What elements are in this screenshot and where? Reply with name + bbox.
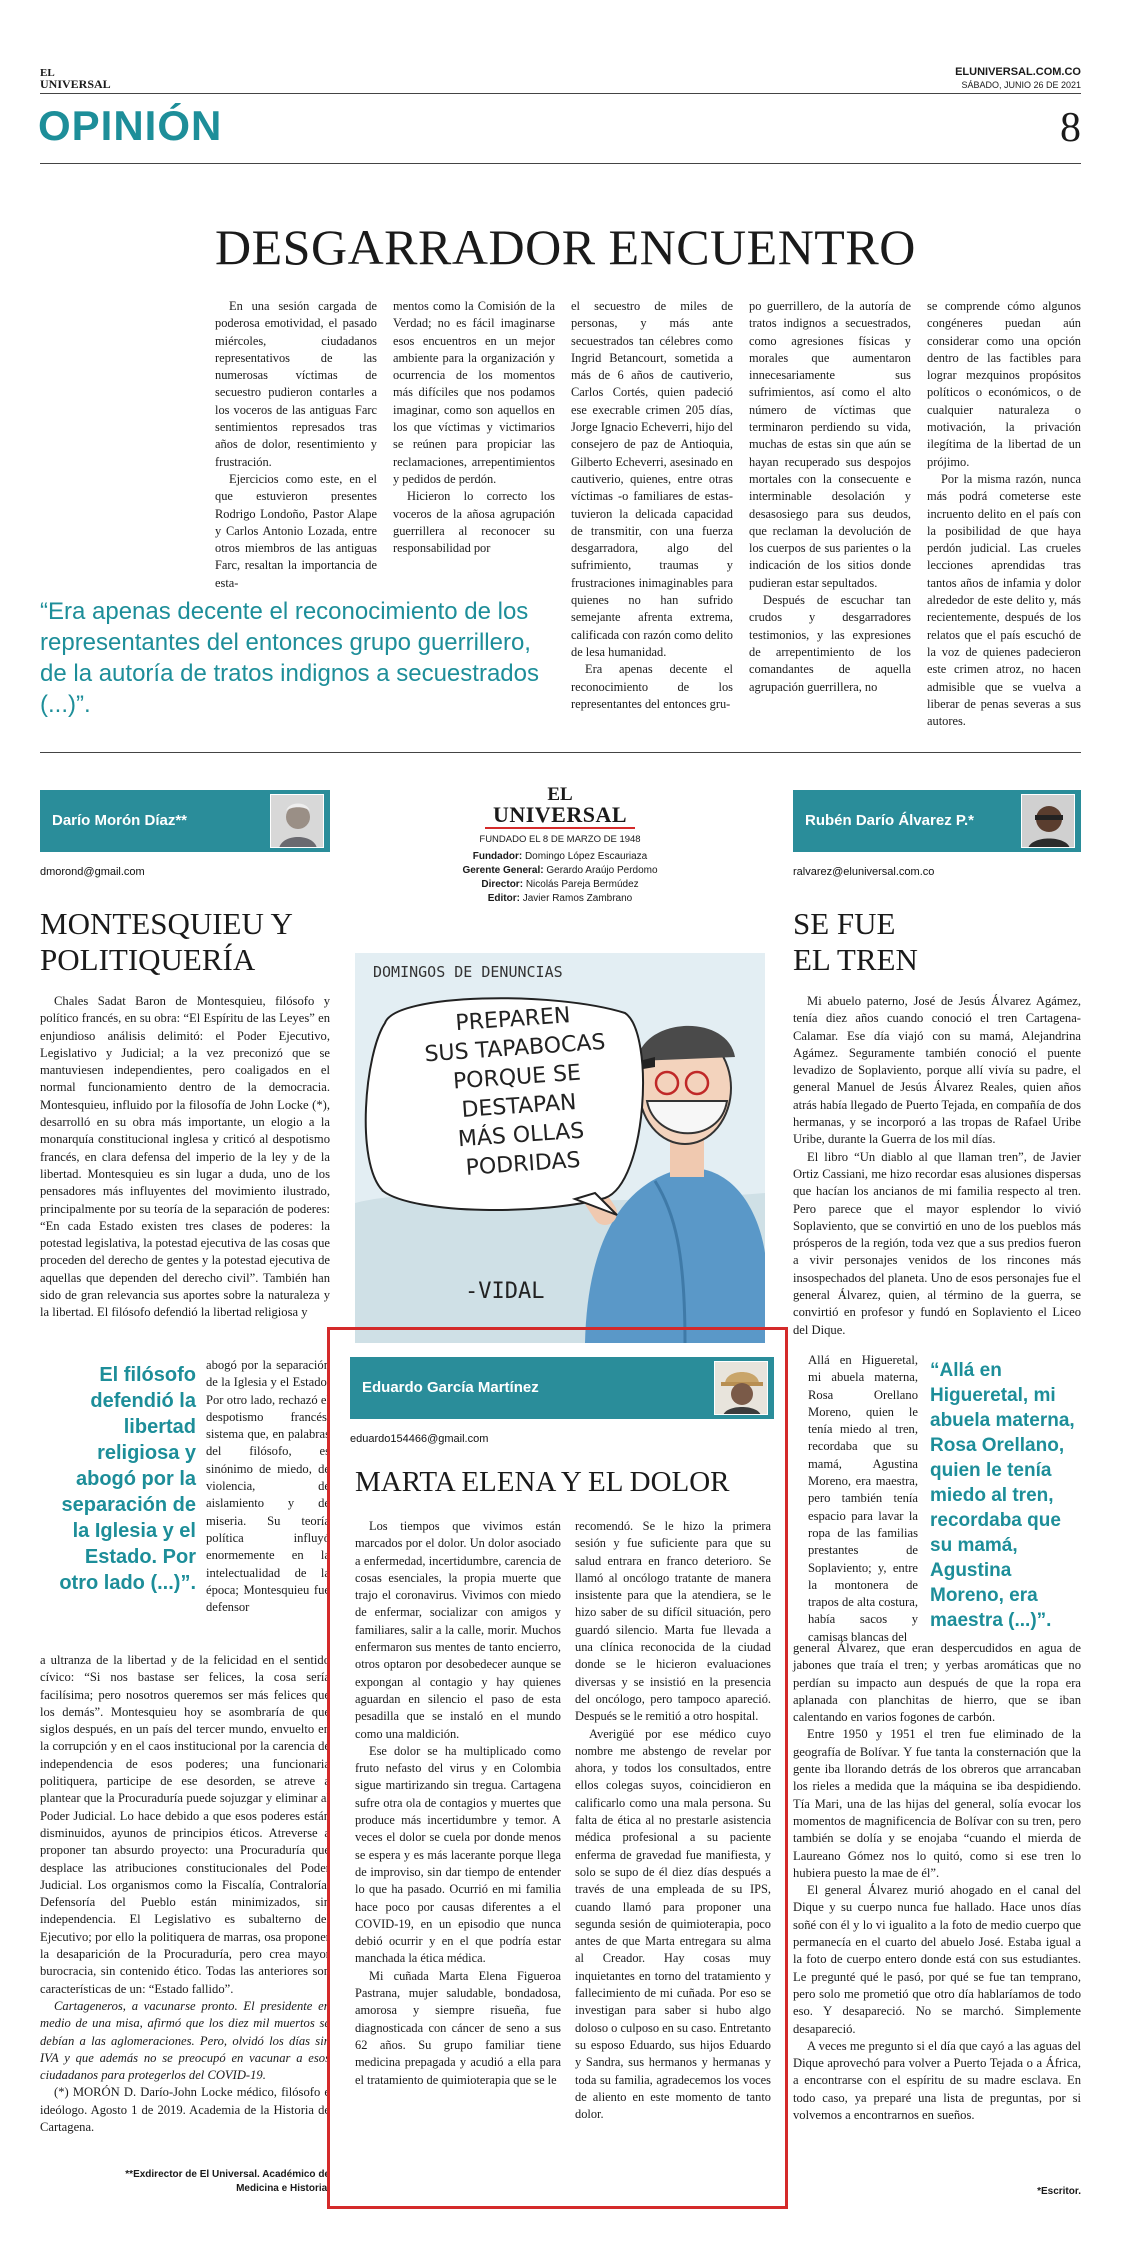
editorial-col-4: po guerrillero, de la autoría de tratos indignos a secuestrados, como agresiones físicas y morales que aumentaron innecesariamente sus sufrimientos, así como el alto número de víctimas que terminaron perdiendo su vida, muchas de estas sin que aún se hayan recuperado sus despojos mortales con la consecuente e interminable desolación y desasosiego para sus deudos, que reclaman la devolución de los cuerpos de sus parientes o la indicación de los sitios donde pudieran estar sepultados. Después de escuchar tan crudos y desgarradores testimonios, y las expresiones de arrepentimiento de los comandantes de aquella agrupación guerrillera, no bbox=[749, 299, 911, 694]
left-author-name: Darío Morón Díaz** bbox=[52, 812, 188, 829]
center-author-name: Eduardo García Martínez bbox=[362, 1379, 539, 1396]
header-date: SÁBADO, JUNIO 26 DE 2021 bbox=[961, 80, 1081, 90]
masthead bbox=[355, 785, 765, 906]
editorial-col-2: mentos como la Comisión de la Verdad; no es fácil imaginarse esos encuentros en un mejor ambiente para la organización y ocurrencia de los momentos más difíciles que nos podamos imaginar, como son aquellos en los que víctimas y victimarios se reúnen para propiciar las reclamaciones, arrepentimientos y pedidos de perdón. Hicieron lo correcto los voceros de la añosa agrupación guerrillera al reconocer su responsabilidad por bbox=[393, 299, 555, 556]
left-pull-quote: El filósofo defendió la libertad religiosa y abogó por la separación de la Iglesia y el Estado. Por otro lado (...)”. bbox=[59, 1364, 196, 1594]
center-author-header bbox=[350, 1357, 774, 1419]
center-col-2: recomendó. Se le hizo la primera sesión y fue suficiente para que su salud entrara en franco deterioro. Se llamó al oncólogo tratante de manera insistente para que la atendiera, se le hizo saber de su difícil situación, pero guardó silencio. Marta fue llevada a una clínica reconocida de la ciudad donde se le hicieron evaluaciones diversas y se insistió en la presencia del oncólogo, pero tampoco apareció. Después se le remitió a otro hospital. Averigüé por ese médico cuyo nombre me abstengo de revelar por ahora, y todos los consultados, entre ellos colegas suyos, coincidieron en calificarlo como una mala persona. Su falta de ética al no prestarle asistencia médica profesional a su paciente enferma de gravedad fue manifiesta, y solo se supo de él diez días después a través de una empleada de su IPS, cuando llamó para proponer una segunda sesión de quimioterapia, poco antes de que Marta entregara su alma al Creador. Hay cosas muy inquietantes en torno del tratamiento y fallecimiento de mi cuñada. Por eso se investigan para saber si hubo algo doloso o culposo en su caso. Entretanto su esposo Eduardo, sus hijos Eduardo y Sandra, sus hermanos y hermanas y toda su familia, agradecemos los voces de aliento en este momento de tanto dolor. bbox=[575, 1519, 771, 2122]
masthead-rule bbox=[485, 827, 635, 829]
left-body-bottom: a ultranza de la libertad y de la felicidad en el sentido cívico: “Si nos bastase ser felices, la cosa sería facilísima; pero nosotros queremos ser más felices que los demás”. Montesquieu hoy se asombraría de que siglos después, en un país del tercer mundo, envuelto en la corrupción y en el caos institucional por la carencia de independencia de esos poderes; una funcionaria politiquera, participe de ese desorden, se atreve a plantear que la Procuraduría puede sojuzgar y eliminar al Poder Judicial. Lo hace debido a que esos poderes están disminuidos, ayunos de principios éticos. Atreverse a proponer tan absurdo proyecto: una Procuraduría que desplace las atribuciones constitucionales del Poder Judicial. Los organismos como la Fiscalía, Contraloría, Defensoría del Pueblo están minimizados, sin independencia. El Legislativo es subalterno del Ejecutivo; por ello la politiquera de marras, osa proponer la desaparición de la Procuraduría, pero crea mayor burocracia, sin contenido ético. Todas las anteriores son características de un: “Estado fallido”. Cartageneros, a vacunarse pronto. El presidente en medio de una misa, afirmó que los diez mil muertos se debían a las aglomeraciones. Pero, olvidó los días sin IVA y que además no se preocupó en vacunar a esos ciudadanos para protegerlos del COVID-19. (*) MORÓN D. Darío-John Locke médico, filósofo e ideólogo. Agosto 1 de 2019. Academia de la Historia de Cartagena. bbox=[40, 1653, 330, 2135]
masthead-founded: FUNDADO EL 8 DE MARZO DE 1948 bbox=[479, 834, 641, 845]
editorial-pull-quote: “Era apenas decente el reconocimiento de los representantes del entonces grupo guerrillero, de la autoría de tratos indignos a secuestrados (...)”. bbox=[40, 598, 539, 718]
editorial-col-3: el secuestro de miles de personas, y más ante secuestrados tan célebres como Ingrid Betancourt, sometida a más de 6 años de cautiverio, Carlos Cortés, quien padeció ese execrable crimen 205 días, Jorge Ignacio Echeverri, hijo del consejero de paz de Antioquia, Gilberto Echeverri, asesinado en cautiverio, quienes, entre otras víctimas -o familiares de estas- tuvieron la delicada capacidad de transmitir, con una fuerza desgarradora, algo del sufrimiento, traumas y frustraciones inimaginables para quienes no han sufrido semejante afrenta extrema, calificada con razón como delito de lesa humanidad. Era apenas decente el reconocimiento de los representantes del entonces gru- bbox=[571, 299, 733, 711]
center-col-1: Los tiempos que vivimos están marcados por el dolor. Un dolor asociado a enfermedad, incertidumbre, carencia de cosas esenciales, la propia muerte que trajo el coronavirus. Vivimos con miedo de enfermar, socializar con amigos y familiares, salir a la calle, morir. Muchos enfermaron sus mentes de tanto encierro, otros optaron por desobedecer aunque se expongan al contagio y hay quienes aguardan en silencio el paso de esta pesadilla que se instaló en el mundo como una maldición. Ese dolor se ha multiplicado como fruto nefasto del virus y en Colombia sigue martirizando sin tregua. Cartagena sufre otra ola de contagios y muertes que produce más incertidumbre y temor. A veces el dolor se cuela por donde menos se espera y es más lacerante porque llega de improviso, sin dar tiempo de entender lo que ha pasado. Ocurrió en mi familia hace poco por causas diferentes a el COVID-19, en un episodio que nunca debió ocurrir y en el que podría estar manchada la ética médica. Mi cuñada Marta Elena Figueroa Pastrana, mujer saludable, bondadosa, amorosa y siempre risueña, fue diagnosticada con cáncer de seno a sus 62 años. Su grupo familiar tiene medicina prepagada y acudió a ella para el tratamiento de quimioterapia que se le bbox=[355, 1519, 561, 2087]
right-body-bottom: general Álvarez, que eran despercudidos en agua de jabones que traía el tren; y yerbas aromáticas que no perdían su impacto aun después de que la ropa era aplanada con planchitas de hierro, que se iban calentando en varios fogones de carbón. Entre 1950 y 1951 el tren fue eliminado de la geografía de Bolívar. Y fue tanta la consternación que la gente iba llorando detrás de los obreros que arrancaban los rieles a medida que la máquina se iba despidiendo. Tía Mari, una de las hijas del general, solía evocar los momentos de magnificencia de Bolívar con su tren, pero también se dolía y se enojaba “cuando el mierda de Laureano Gómez nos lo quitó, como si ese tren lo hubiera puesto la mae de él”. El general Álvarez murió ahogado en el canal del Dique y su cuerpo nunca fue hallado. Hace unos días soñé con él y lo vi igualito a la foto de medio cuerpo que permanecía en el cuarto del abuelo José. Estaba igual a la foto de cuerpo entero donde está con sus estudiantes. Le pregunté qué le pasó, por qué se fue tan temprano, pero solo me prometió que otro día hablaríamos de todo eso. Y desapareció. No se marchó. Simplemente desapareció. A veces me pregunto si el día que cayó a las aguas del Dique aprovechó para volver a Puerto Tejada o a África, a encontrarse con el espíritu de su madre esclava. En todo caso, ya preparé una lista de preguntas, por si volvemos a encontrarnos en sueños. bbox=[793, 1641, 1081, 2123]
center-article-title: MARTA ELENA Y EL DOLOR bbox=[355, 1466, 730, 1498]
editorial-col-5: se comprende cómo algunos congéneres puedan aún considerar como una opción dentro de las factibles para lograr mezquinos propósitos políticos o económicos, o de cualquier naturaleza o motivación, la privación ilegítima de la libertad de un prójimo. Por la misma razón, nunca más podrá cometerse este incruento delito en el país con la posibilidad de que haya perdón judicial. Las crueles lecciones aprendidas tras tantos años de infamia y dolor alrededor de este delito y, más recientemente, después de los relatos que el país escuchó de la voz de quienes padecieron este crimen atroz, no hacen admisible que se vuelva a liberar de penas severas a sus autores. bbox=[927, 299, 1081, 729]
left-footnote: **Exdirector de El Universal. Académico de Medicina e Historia. bbox=[125, 2169, 330, 2194]
editorial-title: DESGARRADOR ENCUENTRO bbox=[215, 219, 916, 275]
header-site: ELUNIVERSAL.COM.CO bbox=[955, 66, 1081, 78]
cartoon bbox=[355, 953, 765, 1343]
right-author-name: Rubén Darío Álvarez P.* bbox=[805, 812, 974, 829]
avatar bbox=[1021, 794, 1075, 848]
avatar bbox=[714, 1361, 768, 1415]
left-body-top: Chales Sadat Baron de Montesquieu, filósofo y político francés, en su obra: “El Espíritu de las Leyes” en enjundioso análisis delimitó: el Poder Ejecutivo, Legislativo y Judicial; a la vez preconizó que se mantuviesen independientes, pero coaligados en el normal funcionamiento dentro de la democracia. Montesquieu, influido por la filosofía de John Locke (*), desarrolló en su obra más importante, un elogio a la monarquía constitucional inglesa y criticó al despotismo francés, en clara defensa del imperio de la ley y de la libertad. Montesquieu es sin lugar a duda, uno de los pensadores más influyentes del movimiento ilustrado, principalmente por su teoría de la separación de poderes: “En cada Estado existen tres clases de poderes: la potestad legislativa, la potestad ejecutiva de las cosas que proceden del derecho de gentes y la potestad ejecutiva de aquellas que dependen del derecho civil”. También han sido de gran relevancia sus aportes sobre la naturaleza y la libertad. El filósofo defendió la libertad religiosa y bbox=[40, 994, 330, 1320]
right-body-top: Mi abuelo paterno, José de Jesús Álvarez Agámez, tenía diez años cuando conoció el tren Cartagena-Calamar. Ese día viajó con su mamá, Alejandrina Agámez. Seguramente también conoció el puente levadizo de Soplaviento, porque allí vivía su padre, el general Manuel de Jesús Álvarez Reales, quien años atrás había llegado de Puerto Tejada, en compañía de dos hermanas, y se incorporó a las tropas de Rafael Uribe Uribe, durante la Guerra de los mil días. El libro “Un diablo al que llaman tren”, de Javier Ortiz Cassiani, me hizo recordar esas alusiones dispersas que hacían los ancianos de mi familia respecto al tren. Pero parece que el mayor esplendor lo vivió Soplaviento, que se convirtió en uno de los pueblos más prósperos de la región, toda vez que a sus predios fueron a vivir personajes venidos de los rincones más insospechados del planeta. Uno de esos personajes fue el general Álvarez, quien, al término de la guerra, se convirtió en profesor y fundó en Soplaviento el Liceo del Dique. bbox=[793, 994, 1081, 1337]
avatar bbox=[270, 794, 324, 848]
left-body-narrow: abogó por la separación de la Iglesia y el Estado. Por otro lado, rechazó el despotismo francés, sistema que, en palabras del filósofo, es sinónimo de miedo, de violencia, de aislamiento y de miseria. Su teoría política influyó enormemente en la intelectualidad de la época; Montesquieu fue defensor bbox=[206, 1358, 330, 1615]
page-number: 8 bbox=[1060, 105, 1081, 151]
left-author-email: dmorond@gmail.com bbox=[40, 866, 145, 878]
right-pull-quote: “Allá en Higueretal, mi abuela materna, Rosa Orellano, quien le tenía miedo al tren, recordaba que su mamá, Agustina Moreno, era maestra (...)”. bbox=[930, 1360, 1075, 1631]
right-body-narrow: Allá en Higueretal, mi abuela materna, Rosa Orellano Moreno, quien le tenía miedo al tren, recordaba que su mamá, Agustina Moreno, era maestra, pero también tenía espacio para lavar la ropa de las familias prestantes de Soplaviento; y, entre la montonera de trapos de alta costura, había sacos y camisas blancas del bbox=[808, 1353, 918, 1644]
masthead-staff: Fundador: Domingo López Escauriaza Gerente General: Gerardo Araújo Perdomo Director: Nicolás Pareja Bermúdez Editor: Javier Ramos Zambrano bbox=[462, 851, 658, 904]
left-author-header bbox=[40, 790, 330, 852]
header-rule bbox=[40, 93, 1081, 94]
left-article-title: MONTESQUIEU Y POLITIQUERÍA bbox=[40, 906, 293, 977]
editorial-col-1: En una sesión cargada de poderosa emotividad, el pasado miércoles, ciudadanos representativos de las numerosas víctimas de secuestro pudieron contarles a los voceros de las antiguas Farc sentimientos represados tras años de dolor, resentimiento y frustración. Ejercicios como este, en el que estuvieron presentes Rodrigo Londoño, Pastor Alape y Carlos Antonio Lozada, entre otros miembros de las antiguas Farc, resaltan la importancia de esta- bbox=[215, 299, 377, 590]
center-author-email: eduardo154466@gmail.com bbox=[350, 1433, 489, 1445]
right-footnote: *Escritor. bbox=[1037, 2186, 1081, 2197]
cartoon-caption: DOMINGOS DE DENUNCIAS bbox=[373, 963, 563, 981]
editorial-bottom-rule bbox=[40, 752, 1081, 753]
cartoon-speech: PREPAREN SUS TAPABOCAS PORQUE SE DESTAPAN MÁS OLLAS PODRIDAS bbox=[423, 1003, 607, 1181]
section-title: OPINIÓN bbox=[38, 102, 223, 149]
cartoon-signature: -VIDAL bbox=[465, 1279, 545, 1304]
section-rule bbox=[40, 163, 1081, 164]
masthead-logo: EL UNIVERSAL bbox=[492, 784, 628, 827]
right-author-email: ralvarez@eluniversal.com.co bbox=[793, 866, 935, 878]
right-author-header bbox=[793, 790, 1081, 852]
right-article-title: SE FUE EL TREN bbox=[793, 906, 918, 977]
header-logo: EL UNIVERSAL bbox=[40, 67, 111, 91]
